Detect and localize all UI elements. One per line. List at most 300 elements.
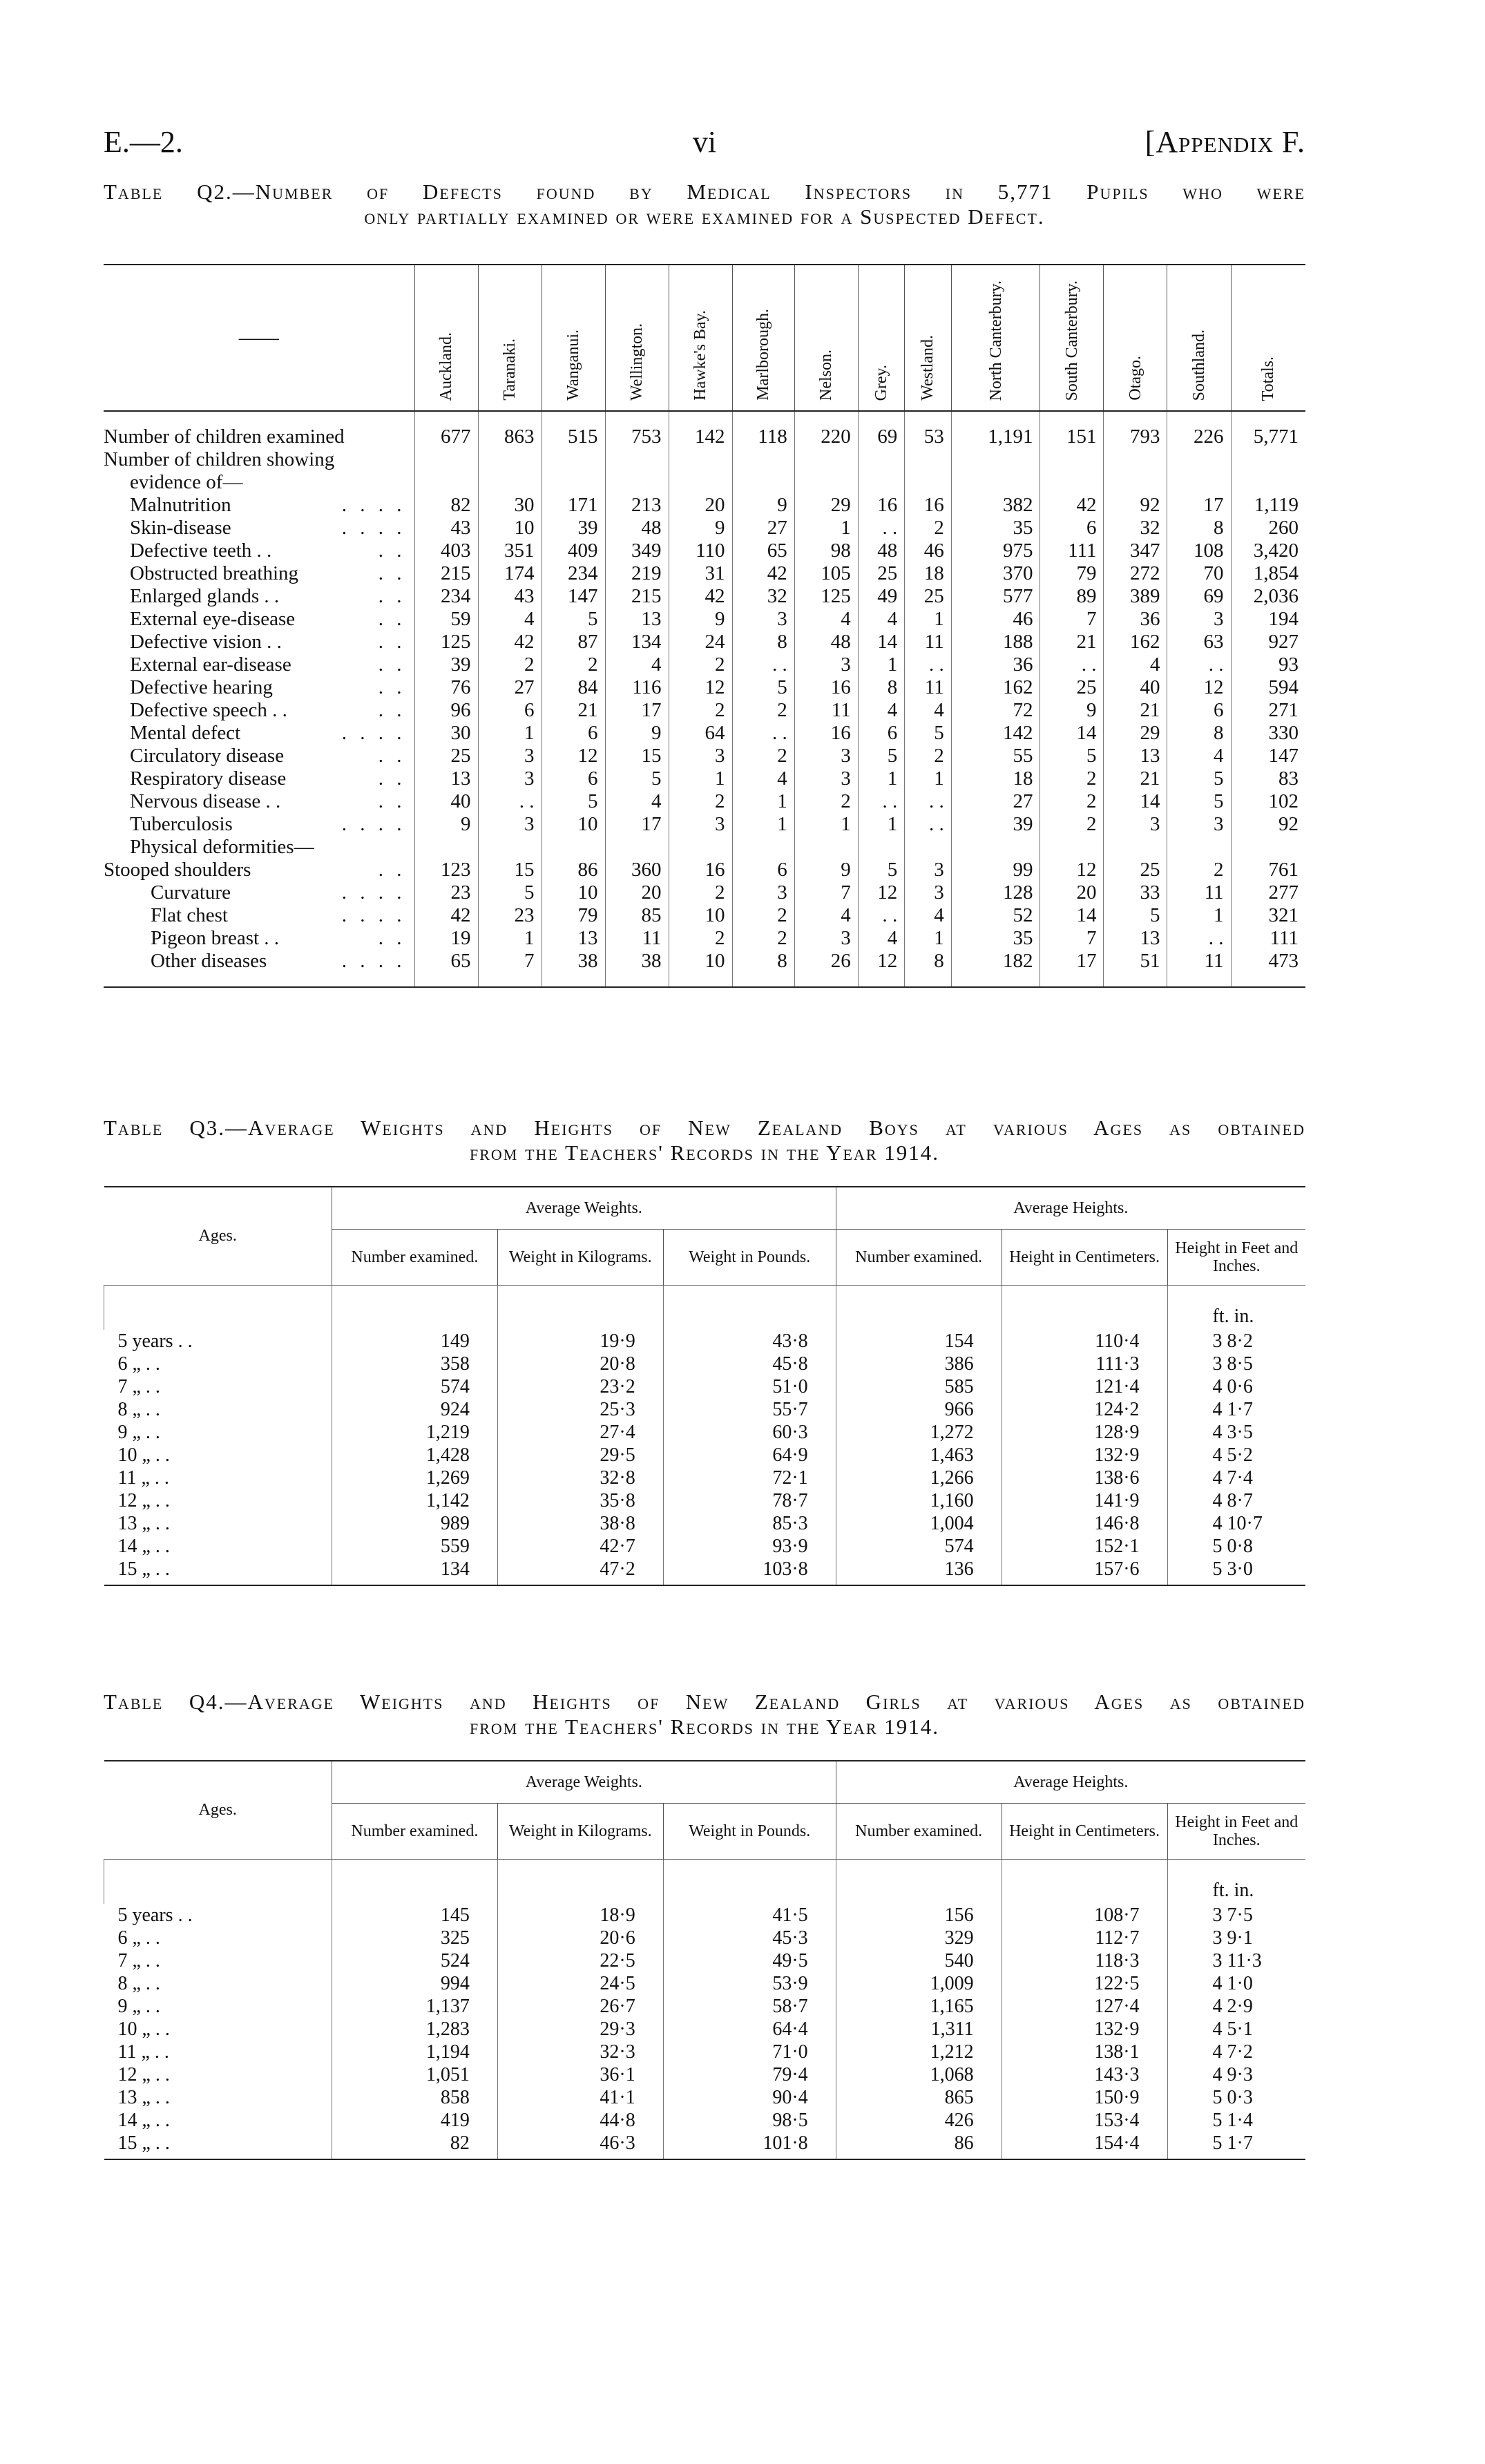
q2-cell: 32 (1104, 517, 1167, 539)
q4-age: 7 „ . . (117, 1950, 160, 1971)
header-left: E.—2. (104, 125, 183, 159)
q2-row-label: . . . . Other diseases (104, 950, 414, 987)
q2-cell: 42 (669, 585, 732, 608)
q2-cell: 330 (1231, 722, 1305, 745)
q4-age: 9 „ . . (117, 1996, 160, 2017)
q2-cell: 3 (794, 745, 858, 767)
q3-age: 8 „ . . (117, 1399, 160, 1420)
q2-cell: 19 (414, 927, 478, 950)
q2-cell (794, 836, 858, 859)
q3-cell: 574 (332, 1375, 497, 1398)
q2-col-header: Marlborough. (732, 265, 794, 411)
q3-row (104, 1558, 1306, 1585)
q2-cell: 82 (414, 494, 478, 517)
q4-cell: 58·7 (663, 1995, 836, 2018)
q3-cell: 64·9 (663, 1444, 836, 1467)
q2-col-header: Grey. (858, 265, 905, 411)
q2-cell: 142 (669, 411, 732, 448)
q3-cell: 128·9 (1002, 1421, 1167, 1444)
q2-cell: 9 (669, 608, 732, 631)
q3-cell: 20·8 (497, 1353, 663, 1375)
q2-cell: 3 (732, 608, 794, 631)
q2-row (104, 881, 1305, 904)
q2-cell: 43 (478, 585, 542, 608)
q2-cell: 594 (1231, 676, 1305, 699)
q2-row-label: . . Defective vision . . (104, 631, 414, 653)
q2-cell: 2 (732, 904, 794, 927)
q3-cell: 47·2 (497, 1558, 663, 1585)
q2-cell (478, 836, 542, 859)
q3-age: 11 „ . . (117, 1467, 169, 1489)
q4-cell: 79·4 (663, 2063, 836, 2086)
q3-row (104, 1444, 1306, 1467)
q2-cell: 351 (478, 539, 542, 562)
leader-dots: . . (378, 676, 406, 698)
q4-cell: 1,212 (836, 2041, 1002, 2063)
q2-cell: 215 (414, 562, 478, 585)
q2-cell: 1 (905, 767, 952, 790)
q2-cell: 29 (1104, 722, 1167, 745)
q4-cell: 138·1 (1002, 2041, 1167, 2063)
q2-cell (669, 836, 732, 859)
q4-cell: 3 7·5 (1167, 1904, 1305, 1927)
q3-cell: 60·3 (663, 1421, 836, 1444)
q2-row-label: evidence of— (130, 471, 243, 493)
q2-cell: 219 (605, 562, 669, 585)
q2-cell: 42 (1040, 494, 1104, 517)
q2-cell: 30 (414, 722, 478, 745)
q2-cell (1104, 448, 1167, 471)
leader-dots: . . (378, 699, 406, 721)
q2-cell: 27 (478, 676, 542, 699)
q2-cell: 3 (478, 813, 542, 836)
q2-cell: . . (732, 653, 794, 676)
q2-cell: 5 (858, 859, 905, 881)
q3-cell: 38·8 (497, 1512, 663, 1535)
q2-cell: 72 (951, 699, 1040, 722)
q2-cell: 111 (1040, 539, 1104, 562)
q2-cell: 3 (669, 813, 732, 836)
q2-cell: 3 (794, 927, 858, 950)
q2-cell: 13 (414, 767, 478, 790)
q3-title: Table Q3.—Average Weights and Heights of New Zealand Boys at various Ages as obtained from the Teachers' Records in the Year 1914. (104, 1116, 1305, 1165)
q2-cell: 4 (1104, 653, 1167, 676)
leader-dots: . . . . (341, 722, 406, 744)
q2-cell: 3 (1167, 813, 1231, 836)
q2-cell: 43 (414, 517, 478, 539)
q2-cell: 8 (905, 950, 952, 987)
q4-row (104, 2041, 1306, 2063)
q4-cell: 1,283 (332, 2018, 497, 2041)
q3-cell: 1,272 (836, 1421, 1002, 1444)
q2-cell: 226 (1167, 411, 1231, 448)
q2-cell (1040, 448, 1104, 471)
q4-cell: 4 9·3 (1167, 2063, 1305, 2086)
q2-cell: . . (858, 517, 905, 539)
q4-cell: 4 1·0 (1167, 1972, 1305, 1995)
q2-cell: 5 (1167, 790, 1231, 813)
q2-cell: 389 (1104, 585, 1167, 608)
q2-row (104, 745, 1305, 767)
leader-dots: . . (378, 767, 406, 790)
q2-cell (1104, 836, 1167, 859)
q2-cell: 38 (542, 950, 605, 987)
q2-row (104, 950, 1305, 987)
q4-cell: 122·5 (1002, 1972, 1167, 1995)
q3-age: 10 „ . . (117, 1444, 170, 1466)
q2-cell (605, 471, 669, 494)
q2-cell (951, 448, 1040, 471)
q2-cell: 321 (1231, 904, 1305, 927)
q2-cell (1040, 471, 1104, 494)
q4-subhead: Number examined. (332, 1804, 497, 1860)
q2-cell: 17 (605, 699, 669, 722)
q2-cell: 234 (542, 562, 605, 585)
q2-cell: 4 (858, 927, 905, 950)
q2-cell: 1 (1167, 904, 1231, 927)
q2-cell: 11 (905, 631, 952, 653)
q2-cell: 188 (951, 631, 1040, 653)
q2-cell: 18 (905, 562, 952, 585)
q3-cell: 51·0 (663, 1375, 836, 1398)
q2-cell (794, 471, 858, 494)
q4-cell: 153·4 (1002, 2109, 1167, 2132)
q2-cell (1231, 836, 1305, 859)
q3-cell: 4 7·4 (1167, 1467, 1305, 1489)
q2-cell: 10 (542, 881, 605, 904)
q2-cell: 20 (605, 881, 669, 904)
q3-cell: 559 (332, 1535, 497, 1558)
q2-cell: 3 (732, 881, 794, 904)
q2-cell: 142 (951, 722, 1040, 745)
q2-cell: 31 (669, 562, 732, 585)
q2-cell: . . (905, 813, 952, 836)
leader-dots: . . (378, 859, 406, 881)
q2-cell: 6 (542, 767, 605, 790)
q4-cell: 154·4 (1002, 2132, 1167, 2159)
q2-cell: 2 (669, 927, 732, 950)
q2-cell: . . (732, 722, 794, 745)
q3-cell: 1,142 (332, 1489, 497, 1512)
q3-cell: 585 (836, 1375, 1002, 1398)
q3-cell: 574 (836, 1535, 1002, 1558)
q2-cell (542, 471, 605, 494)
q2-cell: 35 (951, 927, 1040, 950)
q3-ages-header: Ages. (104, 1187, 332, 1286)
q2-cell: 53 (905, 411, 952, 448)
q2-cell: 59 (414, 608, 478, 631)
q4-age: 8 „ . . (117, 1973, 160, 1994)
q2-row (104, 562, 1305, 585)
q2-cell: 4 (794, 608, 858, 631)
q2-cell: . . (478, 790, 542, 813)
q2-cell: 36 (1104, 608, 1167, 631)
q2-row-label: Physical deformities— (130, 836, 314, 858)
q3-row (104, 1512, 1306, 1535)
leader-dots: . . . . (341, 950, 406, 972)
q2-cell: 21 (1104, 767, 1167, 790)
q2-cell: 23 (414, 881, 478, 904)
q2-cell: 79 (542, 904, 605, 927)
q2-col-header: Southland. (1167, 265, 1231, 411)
q2-cell: 3,420 (1231, 539, 1305, 562)
q3-cell: 141·9 (1002, 1489, 1167, 1512)
q2-col-header: Wanganui. (542, 265, 605, 411)
q3-cell: 4 0·6 (1167, 1375, 1305, 1398)
q2-cell: 52 (951, 904, 1040, 927)
q2-cell: 4 (858, 699, 905, 722)
q4-age: 10 „ . . (117, 2018, 170, 2040)
q3-cell: 110·4 (1002, 1330, 1167, 1353)
q4-cell: 24·5 (497, 1972, 663, 1995)
q2-row-label: . . Obstructed breathing (104, 562, 414, 585)
q3-cell: 966 (836, 1398, 1002, 1421)
q2-cell: 6 (542, 722, 605, 745)
q2-cell: 65 (414, 950, 478, 987)
q2-row-label: Number of children showing (104, 448, 335, 470)
q2-row (104, 859, 1305, 881)
q3-row (104, 1398, 1306, 1421)
q3-cell: 358 (332, 1353, 497, 1375)
q4-row (104, 1927, 1306, 1949)
q2-cell: 48 (858, 539, 905, 562)
q2-cell: 10 (669, 904, 732, 927)
q2-cell: 27 (951, 790, 1040, 813)
q4-cell: 5 1·4 (1167, 2109, 1305, 2132)
q2-cell (951, 471, 1040, 494)
q2-row-label: . . Pigeon breast . . (104, 927, 414, 950)
q4-table (104, 1760, 1305, 2160)
q2-cell: 134 (605, 631, 669, 653)
q2-col-header: South Canterbury. (1040, 265, 1104, 411)
q4-cell: 45·3 (663, 1927, 836, 1949)
q2-cell: 2 (1040, 813, 1104, 836)
q2-row (104, 539, 1305, 562)
q2-cell: 2 (794, 790, 858, 813)
q3-row (104, 1330, 1306, 1353)
q3-cell: 1,266 (836, 1467, 1002, 1489)
q2-cell: 2 (542, 653, 605, 676)
q2-cell: 15 (605, 745, 669, 767)
q4-age: 15 „ . . (104, 2132, 332, 2159)
leader-dots: . . . . (341, 813, 406, 835)
q3-subhead: Weight in Kilograms. (497, 1230, 663, 1286)
q2-cell: 79 (1040, 562, 1104, 585)
q2-cell: 409 (542, 539, 605, 562)
q2-cell: 39 (414, 653, 478, 676)
q2-cell: 1,191 (951, 411, 1040, 448)
q2-cell: 14 (1040, 722, 1104, 745)
q2-cell: 11 (794, 699, 858, 722)
q2-cell: 3 (478, 745, 542, 767)
q2-cell (669, 471, 732, 494)
q4-cell: 41·5 (663, 1904, 836, 1927)
q2-cell: 65 (732, 539, 794, 562)
q2-cell: 761 (1231, 859, 1305, 881)
q2-cell: 40 (414, 790, 478, 813)
q2-cell: 93 (1231, 653, 1305, 676)
q2-cell: 16 (669, 859, 732, 881)
q3-cell: 1,160 (836, 1489, 1002, 1512)
q2-cell: 271 (1231, 699, 1305, 722)
q2-cell: 63 (1167, 631, 1231, 653)
q2-cell: 1,854 (1231, 562, 1305, 585)
q2-cell: 347 (1104, 539, 1167, 562)
q2-cell (1040, 836, 1104, 859)
q2-cell: 16 (794, 722, 858, 745)
q2-col-header: Hawke's Bay. (669, 265, 732, 411)
q4-cell: 1,009 (836, 1972, 1002, 1995)
q2-cell: 83 (1231, 767, 1305, 790)
q4-row (104, 2086, 1306, 2109)
q2-cell: 12 (542, 745, 605, 767)
q2-cell: 96 (414, 699, 478, 722)
q4-cell: 132·9 (1002, 2018, 1167, 2041)
q2-cell: 9 (1040, 699, 1104, 722)
q2-cell: 5 (542, 608, 605, 631)
q2-cell: 2 (669, 653, 732, 676)
q3-cell: 149 (332, 1330, 497, 1353)
q4-weights-group: Average Weights. (332, 1761, 836, 1804)
q2-cell: 213 (605, 494, 669, 517)
q3-cell: 157·6 (1002, 1558, 1167, 1585)
q2-cell: 49 (858, 585, 905, 608)
q2-cell: 2 (669, 881, 732, 904)
q2-cell: 4 (605, 790, 669, 813)
q2-cell: 110 (669, 539, 732, 562)
q2-row-label: . . . . Tuberculosis (104, 813, 414, 836)
q3-heights-group: Average Heights. (836, 1187, 1305, 1230)
q2-cell: 2 (478, 653, 542, 676)
q2-row-label: . . External eye-disease (104, 608, 414, 631)
q2-cell: 2,036 (1231, 585, 1305, 608)
q2-cell: 7 (1040, 608, 1104, 631)
q2-cell: 8 (1167, 517, 1231, 539)
q2-cell (732, 836, 794, 859)
q2-cell: 1 (478, 722, 542, 745)
q2-col-header: Westland. (905, 265, 952, 411)
q2-cell: 5 (858, 745, 905, 767)
q2-cell: 10 (669, 950, 732, 987)
q2-cell: 4 (1167, 745, 1231, 767)
q4-cell: 5 0·3 (1167, 2086, 1305, 2109)
q2-cell: 5 (605, 767, 669, 790)
q2-cell: 1 (858, 767, 905, 790)
q2-cell: 147 (1231, 745, 1305, 767)
q2-cell: 35 (951, 517, 1040, 539)
q2-row (104, 653, 1305, 676)
q4-cell: 64·4 (663, 2018, 836, 2041)
q2-cell: 6 (1040, 517, 1104, 539)
q2-row (104, 927, 1305, 950)
q4-cell: 82 (332, 2132, 497, 2159)
q3-cell: 35·8 (497, 1489, 663, 1512)
q2-col-header: Totals. (1231, 265, 1305, 411)
q2-cell: 2 (1040, 767, 1104, 790)
q2-cell: 403 (414, 539, 478, 562)
q2-cell: 46 (905, 539, 952, 562)
q4-cell: 426 (836, 2109, 1002, 2132)
q2-cell (905, 448, 952, 471)
leader-dots: . . . . (341, 494, 406, 516)
page-header (104, 111, 1305, 166)
q2-cell: 17 (1040, 950, 1104, 987)
q3-subhead: Height in Feet and Inches. (1167, 1230, 1305, 1286)
q3-age: 7 „ . . (117, 1376, 160, 1397)
q3-cell: 43·8 (663, 1330, 836, 1353)
q2-cell: . . (1040, 653, 1104, 676)
q2-cell: 171 (542, 494, 605, 517)
q4-cell: 112·7 (1002, 1927, 1167, 1949)
q3-cell: 3 8·5 (1167, 1353, 1305, 1375)
q3-cell: 27·4 (497, 1421, 663, 1444)
q2-row (104, 448, 1305, 471)
q2-row-label: . . . . Malnutrition (104, 494, 414, 517)
q3-cell: 152·1 (1002, 1535, 1167, 1558)
q2-col-header: Nelson. (794, 265, 858, 411)
q2-cell (905, 471, 952, 494)
q2-cell (858, 836, 905, 859)
q4-cell: 18·9 (497, 1904, 663, 1927)
q2-row-label: . . . . Curvature (104, 881, 414, 904)
q4-cell: 994 (332, 1972, 497, 1995)
q2-cell: 8 (858, 676, 905, 699)
q4-subhead: Height in Feet and Inches. (1167, 1804, 1305, 1860)
q2-cell: 2 (669, 790, 732, 813)
q4-age: 12 „ . . (117, 2064, 170, 2085)
q4-cell: 329 (836, 1927, 1002, 1949)
q2-cell: 123 (414, 859, 478, 881)
q2-cell: 473 (1231, 950, 1305, 987)
q4-cell: 118·3 (1002, 1949, 1167, 1972)
q2-cell: 2 (732, 699, 794, 722)
q2-cell: 92 (1104, 494, 1167, 517)
document-page (104, 111, 1305, 2160)
q2-row-label: . . Circulatory disease (104, 745, 414, 767)
q3-units-row (104, 1286, 1306, 1330)
q3-cell: 146·8 (1002, 1512, 1167, 1535)
q2-cell: 9 (794, 859, 858, 881)
q2-cell: 33 (1104, 881, 1167, 904)
q3-cell: 121·4 (1002, 1375, 1167, 1398)
q2-row-label: . . . . Mental defect (104, 722, 414, 745)
q2-cell: 4 (858, 608, 905, 631)
q2-cell: 4 (605, 653, 669, 676)
leader-dots: . . (378, 927, 406, 949)
q2-cell: 14 (1040, 904, 1104, 927)
q2-row (104, 836, 1305, 859)
q2-cell: 3 (669, 745, 732, 767)
q2-cell: 975 (951, 539, 1040, 562)
q2-cell: 4 (794, 904, 858, 927)
q2-row-label: . . Enlarged glands . . (104, 585, 414, 608)
q2-cell: 8 (732, 631, 794, 653)
q2-cell: 40 (1104, 676, 1167, 699)
q2-cell (542, 836, 605, 859)
q4-cell: 540 (836, 1949, 1002, 1972)
q4-cell: 127·4 (1002, 1995, 1167, 2018)
q3-cell: 85·3 (663, 1512, 836, 1535)
q2-cell: 11 (905, 676, 952, 699)
q2-cell: 36 (951, 653, 1040, 676)
q3-cell: 989 (332, 1512, 497, 1535)
q4-cell: 1,068 (836, 2063, 1002, 2086)
q2-cell: 111 (1231, 927, 1305, 950)
q2-cell: 17 (1167, 494, 1231, 517)
q2-cell: 8 (732, 950, 794, 987)
q2-cell: 26 (794, 950, 858, 987)
q3-cell: 4 10·7 (1167, 1512, 1305, 1535)
